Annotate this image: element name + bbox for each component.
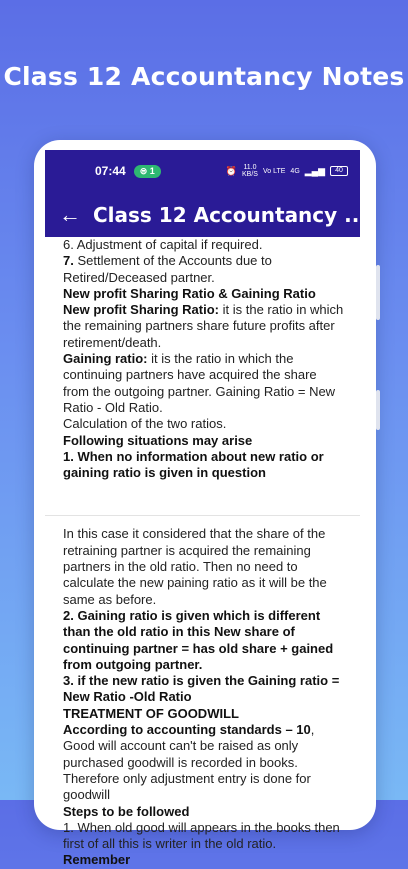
app-title: Class 12 Accountancy ... <box>93 202 367 227</box>
text-bold: Gaining ratio: <box>63 351 148 367</box>
heading-text: Steps to be followed <box>63 803 190 819</box>
net-speed-unit: KB/S <box>242 171 258 178</box>
notes-content <box>45 237 360 869</box>
heading-text: 3. if the new ratio is given the Gaining ratio = New Ratio -Old Ratio <box>63 673 340 705</box>
text-line <box>63 302 346 351</box>
arrow-left-icon[interactable]: ← <box>59 201 81 227</box>
banner-title: Class 12 Accountancy Notes <box>3 62 405 91</box>
text-line: Calculation of the two ratios. <box>63 416 227 432</box>
heading <box>63 804 346 820</box>
text-span: Settlement of the Accounts due to Retired/Deceased partner. <box>63 253 272 285</box>
text-bold: Remember <box>63 852 131 868</box>
net-speed <box>242 164 258 178</box>
heading <box>63 449 346 482</box>
phone-side-button <box>376 390 380 430</box>
hotspot-icon: ⊜ <box>139 165 150 176</box>
text-line: 6. Adjustment of capital if required. <box>63 237 263 252</box>
net-speed-value: 11.0 <box>243 164 257 171</box>
status-icons <box>226 164 348 178</box>
text-span: When old good will appears in the books then first of all this is writer in the old ratio. <box>63 819 340 852</box>
heading-text: Following situations may arise <box>63 432 253 448</box>
page-divider <box>45 515 360 516</box>
text-line <box>63 722 346 803</box>
heading-text: New profit Sharing Ratio & Gaining Ratio <box>63 285 316 301</box>
text-line: In this case it considered that the share of the retraining partner is acquired the remaining partners in the old ratio. Then no need to calculate the new paining ratio as it will be the same as before. <box>63 526 327 607</box>
app-bar <box>45 192 367 237</box>
heading <box>63 673 346 706</box>
alarm-icon: ⏰ <box>225 165 238 176</box>
heading <box>63 608 346 673</box>
phone-screen <box>45 150 367 868</box>
text-bold: New profit Sharing Ratio: <box>63 302 219 318</box>
text-span: it is the ratio in which the remaining partners share future profits after retirement/death. <box>63 302 344 350</box>
text-bold: 7. <box>63 253 74 269</box>
heading <box>63 433 346 449</box>
volte-label: Vo LTE <box>262 167 286 175</box>
heading-text: 2. Gaining ratio is given which is different than the old ratio in this New share of continuing partner = has old share + gained from outgoing partner. <box>63 607 334 672</box>
heading <box>63 706 346 722</box>
heading-text: TREATMENT OF GOODWILL <box>63 705 239 721</box>
heading <box>63 286 346 302</box>
hotspot-count: 1 <box>149 165 155 176</box>
text-line <box>63 820 346 869</box>
text-span: , Good will account can't be raised as only purchased goodwill is recorded in books. Therefore only adjustment entry is done for goodwill <box>63 722 315 803</box>
signal-icon: ▂▄▆ <box>304 165 325 176</box>
hotspot-badge <box>134 165 161 178</box>
status-time: 07:44 <box>95 164 126 178</box>
signal-label: 4G <box>290 167 300 175</box>
text-line <box>63 351 346 416</box>
text-bold: According to accounting standards – 10 <box>63 722 311 738</box>
text-line <box>63 253 346 286</box>
text-span: 1. <box>63 819 74 835</box>
heading-text: 1. When no information about new ratio or gaining ratio is given in question <box>63 448 324 481</box>
status-bar <box>45 150 360 192</box>
battery-icon: 40 <box>330 166 348 176</box>
phone-side-button <box>376 265 380 320</box>
text-span: it is the ratio in which the continuing partners have acquired the share from the outgoing partner. Gaining Ratio = New Ratio - Old Ratio. <box>63 351 336 415</box>
